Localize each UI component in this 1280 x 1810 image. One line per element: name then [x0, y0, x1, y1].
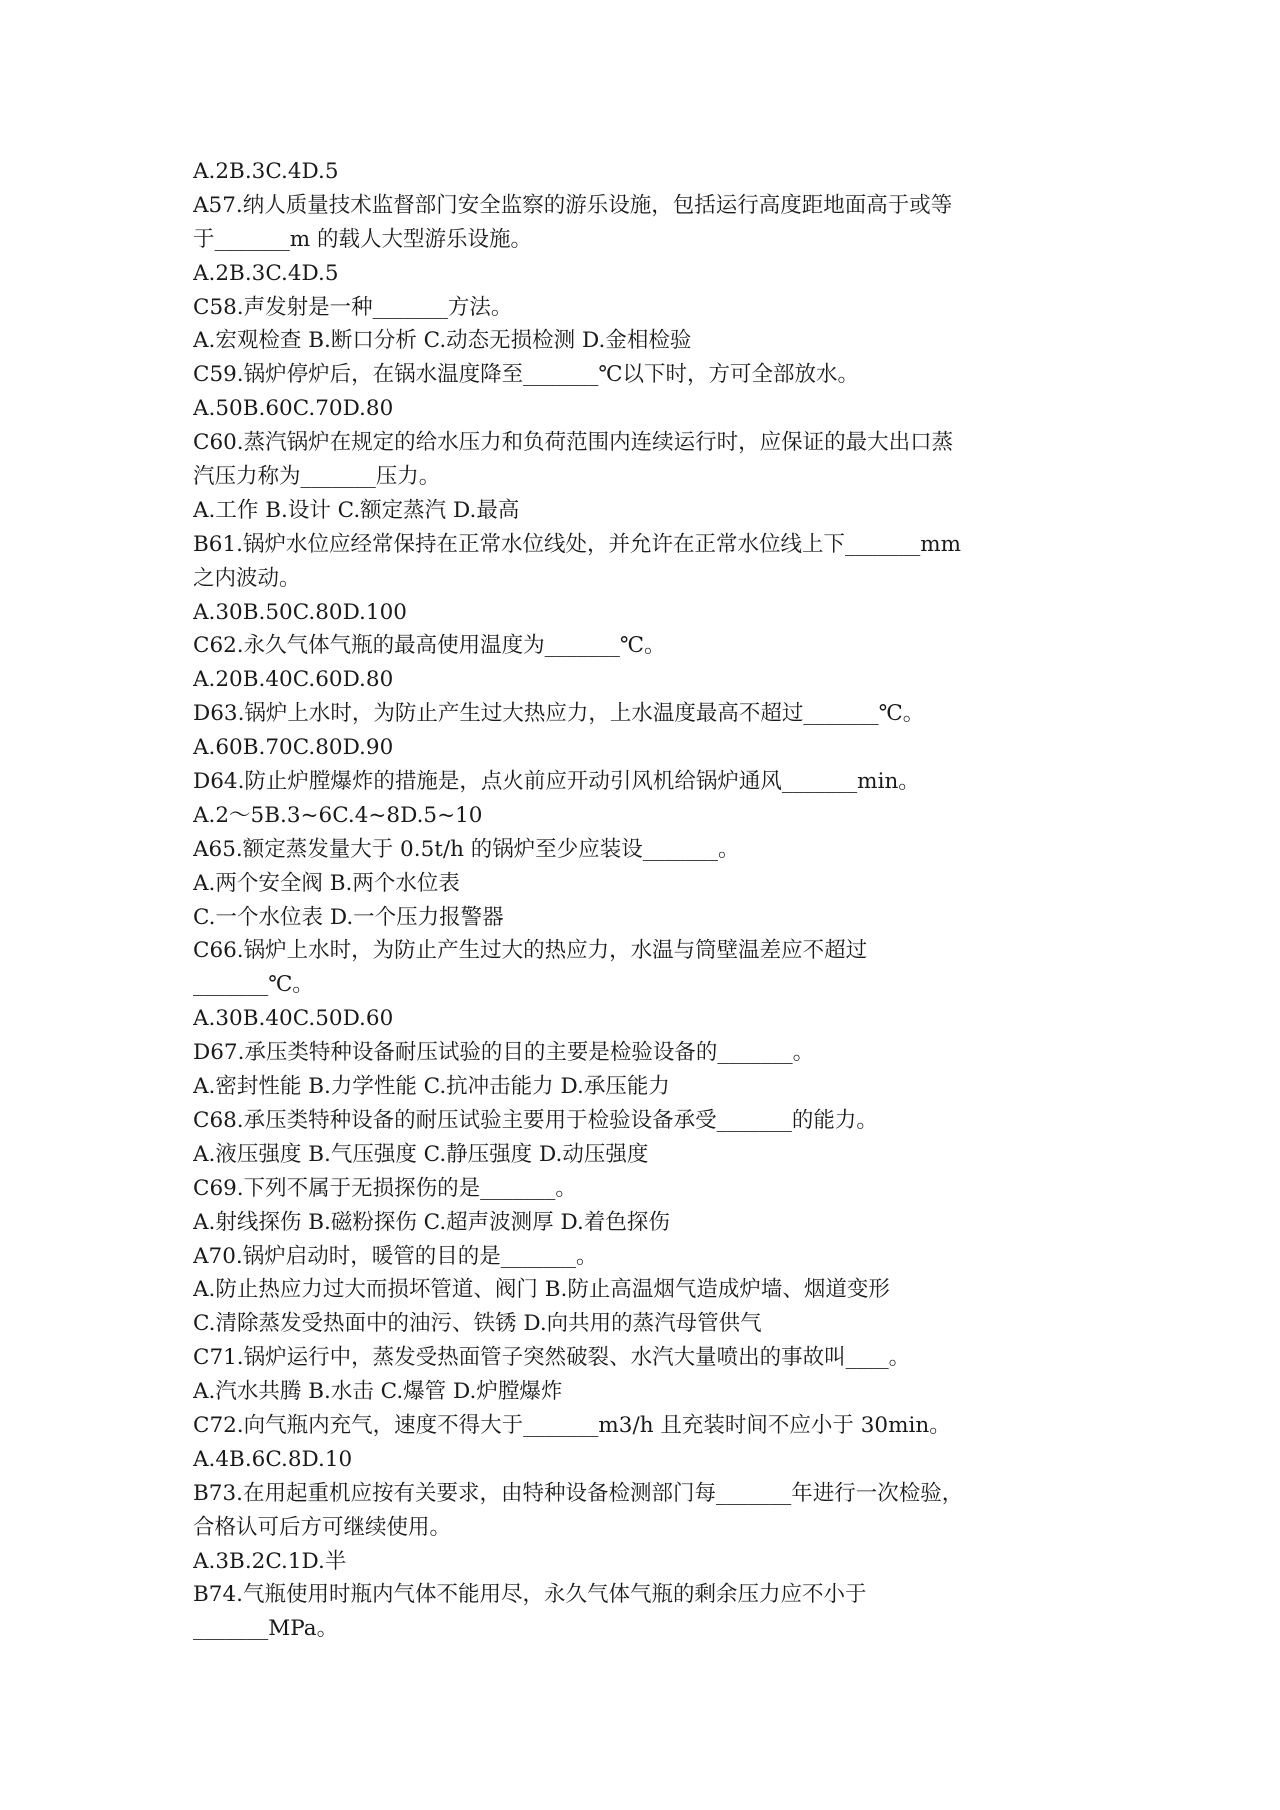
text-line: B73.在用起重机应按有关要求，由特种设备检测部门每_______年进行一次检验，: [193, 1480, 964, 1506]
text-line: A.汽水共腾 B.水击 C.爆管 D.炉膛爆炸: [193, 1379, 563, 1405]
text-line: C68.承压类特种设备的耐压试验主要用于检验设备承受_______的能力。: [193, 1107, 878, 1133]
text-line: A57.纳人质量技术监督部门安全监察的游乐设施，包括运行高度距地面高于或等: [193, 192, 953, 218]
text-line: C62.永久气体气瓶的最高使用温度为_______℃。: [193, 633, 666, 659]
text-line: A.50B.60C.70D.80: [193, 396, 394, 422]
text-line: D64.防止炉膛爆炸的措施是，点火前应开动引风机给锅炉通风_______min。: [193, 769, 920, 795]
text-line: 于_______m 的载人大型游乐设施。: [193, 226, 532, 252]
text-line: 汽压力称为_______压力。: [193, 464, 441, 490]
text-line: C66.锅炉上水时，为防止产生过大的热应力，水温与筒壁温差应不超过: [193, 938, 868, 964]
text-line: A70.锅炉启动时，暖管的目的是_______。: [193, 1243, 598, 1269]
text-line: C69.下列不属于无损探伤的是_______。: [193, 1175, 577, 1201]
text-line: 合格认可后方可继续使用。: [193, 1514, 452, 1540]
text-line: 之内波动。: [193, 565, 301, 591]
text-line: A.密封性能 B.力学性能 C.抗冲击能力 D.承压能力: [193, 1074, 670, 1100]
text-line: A.3B.2C.1D.半: [193, 1548, 347, 1574]
text-line: C72.向气瓶内充气，速度不得大于_______m3/h 且充装时间不应小于 30min。: [193, 1412, 951, 1438]
text-line: C.一个水位表 D.一个压力报警器: [193, 904, 504, 930]
text-line: A.2B.3C.4D.5: [193, 159, 339, 184]
text-line: A.液压强度 B.气压强度 C.静压强度 D.动压强度: [193, 1141, 649, 1167]
text-line: C58.声发射是一种_______方法。: [193, 294, 513, 320]
text-line: C59.锅炉停炉后，在锅水温度降至_______℃以下时，方可全部放水。: [193, 362, 859, 388]
text-line: A.60B.70C.80D.90: [193, 735, 394, 761]
text-line: A65.额定蒸发量大于 0.5t/h 的锅炉至少应装设_______。: [193, 836, 740, 862]
text-line: _______℃。: [193, 972, 314, 998]
text-line: B74.气瓶使用时瓶内气体不能用尽，永久气体气瓶的剩余压力应不小于: [193, 1582, 867, 1608]
text-line: C71.锅炉运行中，蒸发受热面管子突然破裂、水汽大量喷出的事故叫____。: [193, 1345, 911, 1371]
text-line: A.4B.6C.8D.10: [193, 1446, 353, 1472]
text-line: A.30B.50C.80D.100: [193, 599, 407, 625]
text-line: A.30B.40C.50D.60: [193, 1006, 394, 1032]
text-line: A.宏观检查 B.断口分析 C.动态无损检测 D.金相检验: [193, 328, 692, 354]
text-line: C.清除蒸发受热面中的油污、铁锈 D.向共用的蒸汽母管供气: [193, 1311, 762, 1337]
document-page: [193, 155, 1098, 1646]
text-line: B61.锅炉水位应经常保持在正常水位线处，并允许在正常水位线上下_______mm: [193, 531, 962, 557]
text-line: D63.锅炉上水时，为防止产生过大热应力，上水温度最高不超过_______℃。: [193, 701, 925, 727]
text-line: A.防止热应力过大而损坏管道、阀门 B.防止高温烟气造成炉墙、烟道变形: [193, 1277, 890, 1303]
text-line: A.20B.40C.60D.80: [193, 667, 394, 693]
text-line: _______MPa。: [193, 1616, 339, 1642]
text-line: A.两个安全阀 B.两个水位表: [193, 870, 460, 896]
text-line: D67.承压类特种设备耐压试验的目的主要是检验设备的_______。: [193, 1040, 815, 1066]
text-line: A.射线探伤 B.磁粉探伤 C.超声波测厚 D.着色探伤: [193, 1209, 670, 1235]
text-line: A.2B.3C.4D.5: [193, 260, 339, 286]
text-line: A.2～5B.3~6C.4~8D.5~10: [193, 802, 483, 828]
text-line: C60.蒸汽锅炉在规定的给水压力和负荷范围内连续运行时，应保证的最大出口蒸: [193, 430, 954, 456]
text-line: A.工作 B.设计 C.额定蒸汽 D.最高: [193, 497, 520, 523]
